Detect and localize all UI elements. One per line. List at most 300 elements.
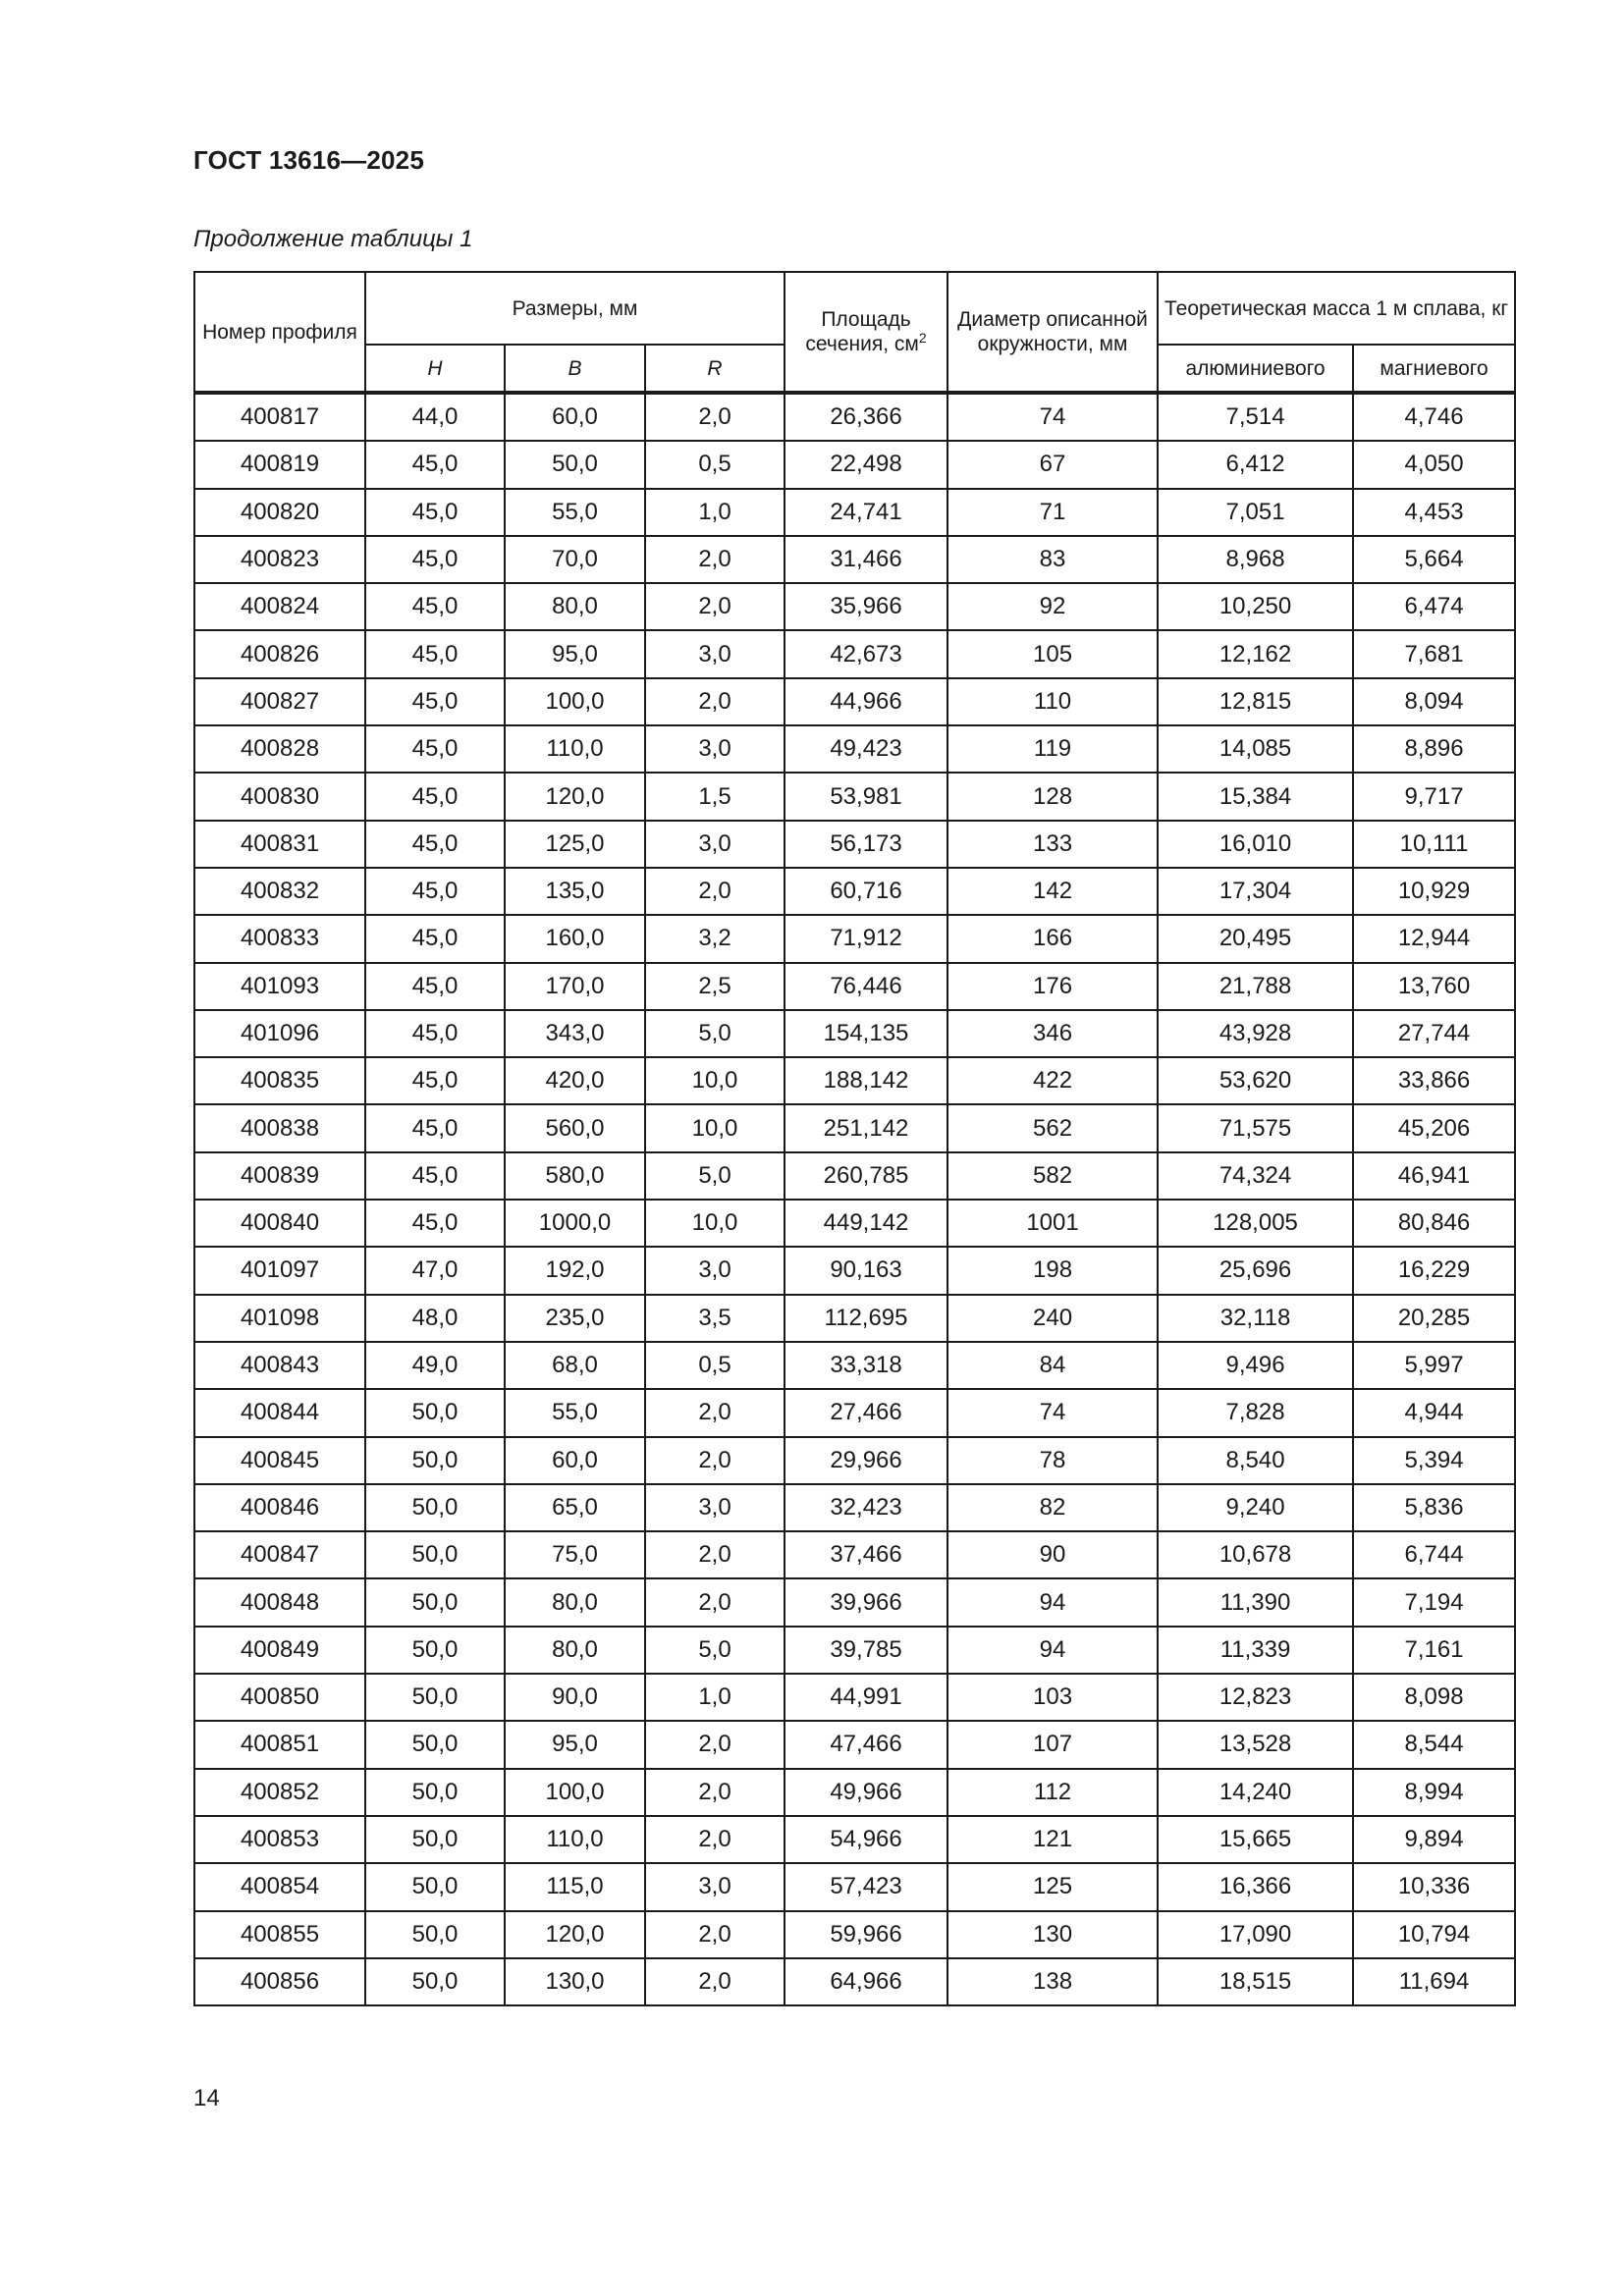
cell-r: 1,0 <box>645 489 785 536</box>
cell-r: 0,5 <box>645 1342 785 1389</box>
cell-b: 235,0 <box>505 1295 645 1342</box>
cell-r: 2,5 <box>645 963 785 1010</box>
header-aluminum: алюминиевого <box>1158 345 1353 393</box>
cell-mass-magnesium: 5,664 <box>1353 536 1515 583</box>
cell-h: 45,0 <box>365 1152 505 1200</box>
cell-diameter: 125 <box>947 1863 1158 1910</box>
cell-profile-number: 401096 <box>194 1010 365 1057</box>
cell-mass-aluminum: 71,575 <box>1158 1104 1353 1151</box>
cell-h: 45,0 <box>365 1057 505 1104</box>
cell-mass-aluminum: 128,005 <box>1158 1200 1353 1247</box>
cell-mass-magnesium: 9,717 <box>1353 773 1515 820</box>
table-row <box>194 963 1515 1010</box>
table-row <box>194 1816 1515 1863</box>
cell-diameter: 166 <box>947 915 1158 962</box>
cell-mass-aluminum: 7,514 <box>1158 393 1353 441</box>
header-theoretical-mass: Теоретическая масса 1 м сплава, кг <box>1158 272 1515 345</box>
cell-diameter: 67 <box>947 441 1158 488</box>
cell-mass-magnesium: 6,474 <box>1353 583 1515 630</box>
cell-diameter: 582 <box>947 1152 1158 1200</box>
cell-h: 50,0 <box>365 1578 505 1626</box>
cell-diameter: 84 <box>947 1342 1158 1389</box>
cell-mass-magnesium: 10,336 <box>1353 1863 1515 1910</box>
cell-h: 50,0 <box>365 1674 505 1721</box>
cell-mass-magnesium: 5,394 <box>1353 1437 1515 1484</box>
cell-b: 1000,0 <box>505 1200 645 1247</box>
cell-area: 76,446 <box>785 963 947 1010</box>
cell-mass-aluminum: 17,304 <box>1158 868 1353 915</box>
cell-diameter: 83 <box>947 536 1158 583</box>
cell-area: 37,466 <box>785 1531 947 1578</box>
cell-h: 50,0 <box>365 1863 505 1910</box>
cell-h: 45,0 <box>365 536 505 583</box>
cell-profile-number: 401093 <box>194 963 365 1010</box>
table-body <box>194 393 1515 2005</box>
header-area <box>785 272 947 393</box>
cell-mass-magnesium: 10,111 <box>1353 821 1515 868</box>
cell-profile-number: 400852 <box>194 1769 365 1816</box>
cell-b: 55,0 <box>505 489 645 536</box>
table-row <box>194 1769 1515 1816</box>
cell-diameter: 240 <box>947 1295 1158 1342</box>
header-r: R <box>645 345 785 393</box>
table-row <box>194 1721 1515 1768</box>
cell-b: 160,0 <box>505 915 645 962</box>
header-b: B <box>505 345 645 393</box>
page-number: 14 <box>193 2085 220 2111</box>
cell-r: 2,0 <box>645 868 785 915</box>
cell-mass-aluminum: 12,162 <box>1158 630 1353 677</box>
cell-r: 5,0 <box>645 1627 785 1674</box>
cell-h: 44,0 <box>365 393 505 441</box>
cell-profile-number: 400856 <box>194 1958 365 2005</box>
cell-mass-aluminum: 12,815 <box>1158 678 1353 725</box>
cell-diameter: 74 <box>947 393 1158 441</box>
cell-r: 2,0 <box>645 1578 785 1626</box>
cell-area: 188,142 <box>785 1057 947 1104</box>
cell-profile-number: 400855 <box>194 1911 365 1958</box>
cell-diameter: 121 <box>947 1816 1158 1863</box>
cell-diameter: 119 <box>947 725 1158 773</box>
cell-h: 50,0 <box>365 1389 505 1436</box>
cell-mass-magnesium: 4,746 <box>1353 393 1515 441</box>
cell-mass-aluminum: 10,250 <box>1158 583 1353 630</box>
cell-profile-number: 400843 <box>194 1342 365 1389</box>
cell-mass-aluminum: 16,010 <box>1158 821 1353 868</box>
cell-mass-magnesium: 10,929 <box>1353 868 1515 915</box>
cell-r: 2,0 <box>645 678 785 725</box>
cell-area: 251,142 <box>785 1104 947 1151</box>
cell-area: 42,673 <box>785 630 947 677</box>
cell-b: 68,0 <box>505 1342 645 1389</box>
cell-profile-number: 400848 <box>194 1578 365 1626</box>
cell-mass-magnesium: 8,098 <box>1353 1674 1515 1721</box>
cell-profile-number: 400850 <box>194 1674 365 1721</box>
cell-diameter: 112 <box>947 1769 1158 1816</box>
cell-mass-magnesium: 45,206 <box>1353 1104 1515 1151</box>
cell-diameter: 1001 <box>947 1200 1158 1247</box>
cell-h: 50,0 <box>365 1531 505 1578</box>
cell-r: 10,0 <box>645 1104 785 1151</box>
cell-profile-number: 400828 <box>194 725 365 773</box>
cell-mass-aluminum: 18,515 <box>1158 1958 1353 2005</box>
cell-mass-aluminum: 20,495 <box>1158 915 1353 962</box>
table-row <box>194 1627 1515 1674</box>
cell-mass-aluminum: 16,366 <box>1158 1863 1353 1910</box>
cell-area: 71,912 <box>785 915 947 962</box>
cell-b: 343,0 <box>505 1010 645 1057</box>
cell-mass-aluminum: 9,496 <box>1158 1342 1353 1389</box>
cell-area: 39,785 <box>785 1627 947 1674</box>
cell-area: 32,423 <box>785 1484 947 1531</box>
cell-profile-number: 400826 <box>194 630 365 677</box>
cell-area: 449,142 <box>785 1200 947 1247</box>
cell-r: 2,0 <box>645 393 785 441</box>
cell-profile-number: 400849 <box>194 1627 365 1674</box>
cell-profile-number: 401098 <box>194 1295 365 1342</box>
table-row <box>194 536 1515 583</box>
header-diameter: Диаметр описанной окружности, мм <box>947 272 1158 393</box>
cell-diameter: 422 <box>947 1057 1158 1104</box>
cell-diameter: 128 <box>947 773 1158 820</box>
cell-r: 3,2 <box>645 915 785 962</box>
cell-b: 560,0 <box>505 1104 645 1151</box>
cell-area: 54,966 <box>785 1816 947 1863</box>
cell-profile-number: 400819 <box>194 441 365 488</box>
cell-b: 60,0 <box>505 1437 645 1484</box>
cell-mass-aluminum: 14,240 <box>1158 1769 1353 1816</box>
cell-diameter: 110 <box>947 678 1158 725</box>
cell-mass-magnesium: 7,161 <box>1353 1627 1515 1674</box>
header-magnesium: магниевого <box>1353 345 1515 393</box>
cell-profile-number: 400835 <box>194 1057 365 1104</box>
cell-profile-number: 400832 <box>194 868 365 915</box>
cell-mass-magnesium: 20,285 <box>1353 1295 1515 1342</box>
cell-b: 192,0 <box>505 1247 645 1294</box>
cell-mass-magnesium: 13,760 <box>1353 963 1515 1010</box>
cell-b: 120,0 <box>505 773 645 820</box>
cell-r: 2,0 <box>645 1437 785 1484</box>
cell-b: 80,0 <box>505 1578 645 1626</box>
cell-profile-number: 400839 <box>194 1152 365 1200</box>
cell-diameter: 74 <box>947 1389 1158 1436</box>
cell-r: 1,0 <box>645 1674 785 1721</box>
cell-h: 48,0 <box>365 1295 505 1342</box>
cell-r: 2,0 <box>645 1958 785 2005</box>
cell-mass-aluminum: 7,051 <box>1158 489 1353 536</box>
cell-area: 47,466 <box>785 1721 947 1768</box>
cell-area: 53,981 <box>785 773 947 820</box>
cell-h: 45,0 <box>365 821 505 868</box>
cell-mass-magnesium: 16,229 <box>1353 1247 1515 1294</box>
cell-b: 420,0 <box>505 1057 645 1104</box>
cell-r: 1,5 <box>645 773 785 820</box>
cell-profile-number: 400854 <box>194 1863 365 1910</box>
cell-h: 45,0 <box>365 630 505 677</box>
cell-mass-magnesium: 5,836 <box>1353 1484 1515 1531</box>
cell-area: 60,716 <box>785 868 947 915</box>
cell-area: 26,366 <box>785 393 947 441</box>
header-area-label: Площадь сечения, см <box>805 308 919 355</box>
cell-b: 55,0 <box>505 1389 645 1436</box>
cell-b: 80,0 <box>505 1627 645 1674</box>
cell-mass-aluminum: 9,240 <box>1158 1484 1353 1531</box>
cell-mass-aluminum: 13,528 <box>1158 1721 1353 1768</box>
cell-b: 60,0 <box>505 393 645 441</box>
cell-profile-number: 400827 <box>194 678 365 725</box>
cell-area: 90,163 <box>785 1247 947 1294</box>
header-area-superscript: 2 <box>918 330 927 346</box>
table-row <box>194 1437 1515 1484</box>
cell-area: 33,318 <box>785 1342 947 1389</box>
cell-mass-aluminum: 32,118 <box>1158 1295 1353 1342</box>
cell-diameter: 82 <box>947 1484 1158 1531</box>
cell-profile-number: 400844 <box>194 1389 365 1436</box>
table-row <box>194 1484 1515 1531</box>
cell-b: 110,0 <box>505 1816 645 1863</box>
table-row <box>194 1342 1515 1389</box>
cell-area: 64,966 <box>785 1958 947 2005</box>
cell-profile-number: 400840 <box>194 1200 365 1247</box>
cell-b: 125,0 <box>505 821 645 868</box>
cell-diameter: 71 <box>947 489 1158 536</box>
cell-diameter: 130 <box>947 1911 1158 1958</box>
cell-h: 49,0 <box>365 1342 505 1389</box>
cell-r: 3,0 <box>645 630 785 677</box>
cell-area: 49,423 <box>785 725 947 773</box>
cell-mass-aluminum: 15,665 <box>1158 1816 1353 1863</box>
header-dimensions: Размеры, мм <box>365 272 785 345</box>
cell-h: 50,0 <box>365 1911 505 1958</box>
cell-r: 3,0 <box>645 1863 785 1910</box>
table-row <box>194 1958 1515 2005</box>
cell-mass-aluminum: 15,384 <box>1158 773 1353 820</box>
cell-diameter: 346 <box>947 1010 1158 1057</box>
cell-h: 45,0 <box>365 489 505 536</box>
table-row <box>194 583 1515 630</box>
cell-mass-aluminum: 17,090 <box>1158 1911 1353 1958</box>
cell-mass-magnesium: 9,894 <box>1353 1816 1515 1863</box>
cell-area: 44,966 <box>785 678 947 725</box>
cell-h: 45,0 <box>365 963 505 1010</box>
cell-r: 3,0 <box>645 1247 785 1294</box>
cell-area: 44,991 <box>785 1674 947 1721</box>
profile-table <box>193 271 1516 2006</box>
cell-r: 2,0 <box>645 1721 785 1768</box>
cell-mass-magnesium: 46,941 <box>1353 1152 1515 1200</box>
cell-r: 2,0 <box>645 583 785 630</box>
cell-b: 80,0 <box>505 583 645 630</box>
cell-profile-number: 400823 <box>194 536 365 583</box>
cell-mass-magnesium: 8,544 <box>1353 1721 1515 1768</box>
table-row <box>194 1010 1515 1057</box>
table-row <box>194 1578 1515 1626</box>
cell-b: 580,0 <box>505 1152 645 1200</box>
cell-diameter: 105 <box>947 630 1158 677</box>
cell-mass-aluminum: 25,696 <box>1158 1247 1353 1294</box>
table-row <box>194 1247 1515 1294</box>
cell-b: 95,0 <box>505 630 645 677</box>
table-caption: Продолжение таблицы 1 <box>193 226 473 252</box>
cell-r: 2,0 <box>645 1769 785 1816</box>
cell-area: 57,423 <box>785 1863 947 1910</box>
cell-b: 110,0 <box>505 725 645 773</box>
cell-mass-magnesium: 33,866 <box>1353 1057 1515 1104</box>
cell-profile-number: 400824 <box>194 583 365 630</box>
cell-mass-magnesium: 8,994 <box>1353 1769 1515 1816</box>
table-header <box>194 272 1515 393</box>
table-row <box>194 441 1515 488</box>
cell-h: 45,0 <box>365 441 505 488</box>
cell-h: 50,0 <box>365 1437 505 1484</box>
cell-profile-number: 401097 <box>194 1247 365 1294</box>
cell-area: 59,966 <box>785 1911 947 1958</box>
table-row <box>194 868 1515 915</box>
table-row <box>194 1674 1515 1721</box>
cell-mass-magnesium: 6,744 <box>1353 1531 1515 1578</box>
table-row <box>194 1152 1515 1200</box>
table-row <box>194 821 1515 868</box>
cell-mass-magnesium: 11,694 <box>1353 1958 1515 2005</box>
cell-mass-aluminum: 12,823 <box>1158 1674 1353 1721</box>
cell-diameter: 133 <box>947 821 1158 868</box>
cell-area: 24,741 <box>785 489 947 536</box>
cell-mass-magnesium: 4,453 <box>1353 489 1515 536</box>
cell-r: 10,0 <box>645 1057 785 1104</box>
cell-diameter: 92 <box>947 583 1158 630</box>
table-row <box>194 1389 1515 1436</box>
cell-r: 3,0 <box>645 725 785 773</box>
cell-h: 45,0 <box>365 868 505 915</box>
cell-mass-aluminum: 53,620 <box>1158 1057 1353 1104</box>
table-row <box>194 1863 1515 1910</box>
table-row <box>194 678 1515 725</box>
cell-r: 0,5 <box>645 441 785 488</box>
cell-b: 95,0 <box>505 1721 645 1768</box>
cell-mass-magnesium: 27,744 <box>1353 1010 1515 1057</box>
cell-profile-number: 400853 <box>194 1816 365 1863</box>
cell-h: 45,0 <box>365 1104 505 1151</box>
cell-mass-magnesium: 80,846 <box>1353 1200 1515 1247</box>
cell-b: 100,0 <box>505 1769 645 1816</box>
cell-mass-magnesium: 4,944 <box>1353 1389 1515 1436</box>
cell-r: 2,0 <box>645 1816 785 1863</box>
cell-mass-magnesium: 4,050 <box>1353 441 1515 488</box>
cell-r: 5,0 <box>645 1010 785 1057</box>
cell-profile-number: 400831 <box>194 821 365 868</box>
cell-profile-number: 400845 <box>194 1437 365 1484</box>
table-row <box>194 489 1515 536</box>
cell-h: 45,0 <box>365 725 505 773</box>
cell-area: 49,966 <box>785 1769 947 1816</box>
cell-profile-number: 400851 <box>194 1721 365 1768</box>
cell-r: 3,0 <box>645 821 785 868</box>
cell-mass-magnesium: 8,094 <box>1353 678 1515 725</box>
cell-h: 50,0 <box>365 1484 505 1531</box>
cell-mass-magnesium: 7,681 <box>1353 630 1515 677</box>
cell-diameter: 562 <box>947 1104 1158 1151</box>
cell-diameter: 198 <box>947 1247 1158 1294</box>
cell-diameter: 107 <box>947 1721 1158 1768</box>
document-header: ГОСТ 13616—2025 <box>193 145 424 175</box>
cell-mass-magnesium: 8,896 <box>1353 725 1515 773</box>
cell-b: 135,0 <box>505 868 645 915</box>
cell-mass-aluminum: 10,678 <box>1158 1531 1353 1578</box>
cell-h: 45,0 <box>365 583 505 630</box>
header-h: H <box>365 345 505 393</box>
cell-area: 35,966 <box>785 583 947 630</box>
cell-profile-number: 400820 <box>194 489 365 536</box>
table-row <box>194 1531 1515 1578</box>
cell-area: 39,966 <box>785 1578 947 1626</box>
cell-mass-magnesium: 7,194 <box>1353 1578 1515 1626</box>
cell-mass-aluminum: 8,540 <box>1158 1437 1353 1484</box>
cell-area: 31,466 <box>785 536 947 583</box>
cell-diameter: 138 <box>947 1958 1158 2005</box>
cell-diameter: 90 <box>947 1531 1158 1578</box>
cell-h: 50,0 <box>365 1769 505 1816</box>
cell-r: 5,0 <box>645 1152 785 1200</box>
cell-r: 3,0 <box>645 1484 785 1531</box>
cell-mass-aluminum: 6,412 <box>1158 441 1353 488</box>
cell-area: 56,173 <box>785 821 947 868</box>
cell-mass-magnesium: 5,997 <box>1353 1342 1515 1389</box>
table-row <box>194 1200 1515 1247</box>
cell-h: 45,0 <box>365 678 505 725</box>
cell-area: 22,498 <box>785 441 947 488</box>
cell-b: 130,0 <box>505 1958 645 2005</box>
table-row <box>194 725 1515 773</box>
cell-area: 27,466 <box>785 1389 947 1436</box>
table-row <box>194 1295 1515 1342</box>
cell-h: 45,0 <box>365 915 505 962</box>
cell-mass-aluminum: 21,788 <box>1158 963 1353 1010</box>
cell-b: 70,0 <box>505 536 645 583</box>
cell-r: 3,5 <box>645 1295 785 1342</box>
cell-diameter: 103 <box>947 1674 1158 1721</box>
cell-diameter: 78 <box>947 1437 1158 1484</box>
cell-mass-aluminum: 74,324 <box>1158 1152 1353 1200</box>
cell-area: 154,135 <box>785 1010 947 1057</box>
cell-r: 2,0 <box>645 1531 785 1578</box>
cell-h: 50,0 <box>365 1816 505 1863</box>
cell-mass-aluminum: 7,828 <box>1158 1389 1353 1436</box>
table-row <box>194 1057 1515 1104</box>
cell-h: 45,0 <box>365 773 505 820</box>
table-row <box>194 915 1515 962</box>
cell-profile-number: 400838 <box>194 1104 365 1151</box>
cell-mass-magnesium: 10,794 <box>1353 1911 1515 1958</box>
cell-b: 115,0 <box>505 1863 645 1910</box>
cell-profile-number: 400830 <box>194 773 365 820</box>
cell-mass-aluminum: 43,928 <box>1158 1010 1353 1057</box>
cell-profile-number: 400847 <box>194 1531 365 1578</box>
header-profile-number: Номер профиля <box>194 272 365 393</box>
cell-h: 50,0 <box>365 1958 505 2005</box>
cell-profile-number: 400846 <box>194 1484 365 1531</box>
cell-diameter: 176 <box>947 963 1158 1010</box>
cell-h: 45,0 <box>365 1200 505 1247</box>
cell-diameter: 94 <box>947 1578 1158 1626</box>
table-row <box>194 630 1515 677</box>
cell-b: 170,0 <box>505 963 645 1010</box>
table-row <box>194 393 1515 441</box>
table-row <box>194 1104 1515 1151</box>
cell-b: 65,0 <box>505 1484 645 1531</box>
cell-b: 100,0 <box>505 678 645 725</box>
table-row <box>194 1911 1515 1958</box>
cell-b: 75,0 <box>505 1531 645 1578</box>
